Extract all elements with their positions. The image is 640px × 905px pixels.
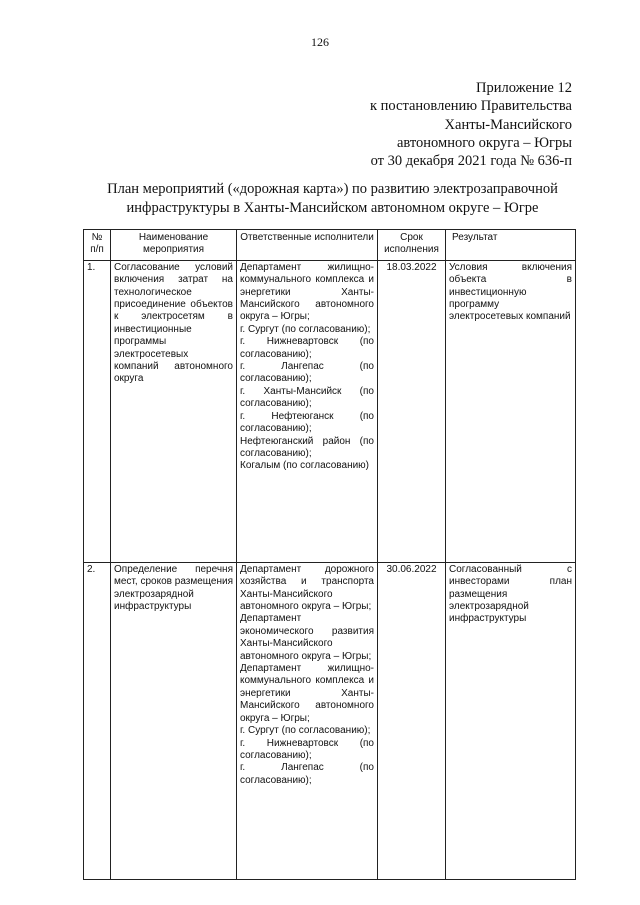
header-num: № п/п [84, 230, 111, 261]
table-row [84, 562, 576, 879]
executor-line: Департамент экономического развития Ханты-Мансийского автономного округа – Югры; [240, 613, 374, 662]
header-name: Наименование мероприятия [111, 230, 237, 261]
cell-name: Согласование условий включения затрат на технологическое присоединение объектов к электросетям в инвестиционные программы электросетевых компаний автономного округа [111, 260, 237, 562]
title-line: План мероприятий («дорожная карта») по развитию электрозаправочной [107, 181, 558, 197]
header-executors: Ответственные исполнители [237, 230, 378, 261]
executor-line: Нефтеюганский район (по согласованию); [240, 435, 374, 459]
executor-line: г. Сургут (по согласованию); [240, 323, 371, 335]
appendix-line: от 30 декабря 2021 года № 636-п [370, 153, 572, 170]
cell-name: Определение перечня мест, сроков размещения электрозарядной инфраструктуры [111, 562, 237, 879]
table-header-row [84, 230, 576, 261]
executor-line: г. Ханты-Мансийск (по согласованию); [240, 385, 374, 410]
executor-line: г. Нефтеюганск (по согласованию); [240, 410, 374, 435]
cell-num: 1. [84, 260, 111, 562]
appendix-block [272, 79, 572, 170]
cell-result: Согласованный с инвесторами план размещения электрозарядной инфраструктуры [446, 562, 576, 879]
title-line: инфраструктуры в Ханты-Мансийском автономном округе – Югре [126, 199, 539, 216]
executor-line: Департамент жилищно-коммунального комплекса и энергетики Ханты-Мансийского автономного округа – Югры; [240, 261, 374, 323]
executor-line: г. Нижневартовск (по согласованию); [240, 737, 374, 761]
appendix-line: Ханты-Мансийского [444, 116, 572, 133]
header-result: Результат [446, 230, 576, 261]
executor-line: г. Нижневартовск (по согласованию); [240, 336, 374, 360]
cell-deadline: 30.06.2022 [378, 562, 446, 879]
page-number: 126 [311, 35, 329, 49]
table-row [84, 260, 576, 562]
document-title [40, 180, 625, 217]
executor-line: Департамент жилищно-коммунального комплекса и энергетики Ханты-Мансийского автономного округа – Югры; [240, 663, 374, 724]
cell-deadline: 18.03.2022 [378, 260, 446, 562]
cell-result: Условия включения объекта в инвестиционную программу электросетевых компаний [446, 260, 576, 562]
appendix-line: автономного округа – Югры [396, 134, 572, 151]
executor-line: г. Лангепас (по согласованию); [240, 361, 374, 385]
cell-executors [237, 260, 378, 562]
cell-num: 2. [84, 562, 111, 879]
executor-line: Департамент дорожного хозяйства и транспорта Ханты-Мансийского автономного округа – Югры; [240, 563, 374, 613]
appendix-line: к постановлению Правительства [370, 98, 572, 115]
appendix-line: Приложение 12 [476, 80, 572, 96]
header-deadline: Срок исполнения [378, 230, 446, 261]
executor-line: Когалым (по согласованию) [240, 460, 370, 472]
executor-line: г. Сургут (по согласованию); [240, 725, 371, 737]
executor-line: г. Лангепас (по согласованию); [240, 762, 374, 786]
cell-executors [237, 562, 378, 879]
plan-table [83, 229, 576, 880]
